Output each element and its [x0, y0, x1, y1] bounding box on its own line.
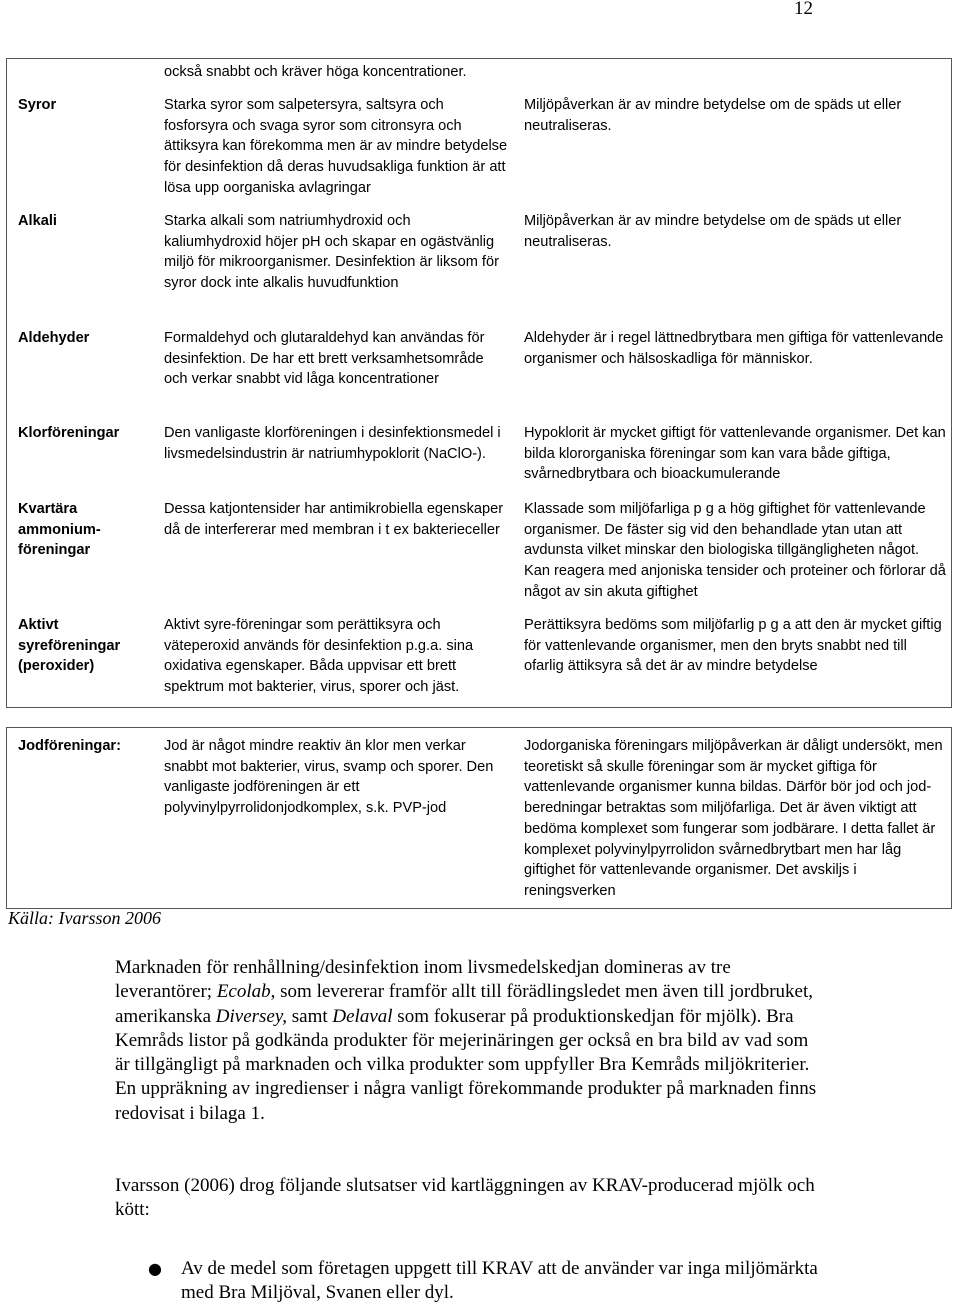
environmental-impact: Jodorganiska föreningars miljöpåverkan är dåligt undersökt, men teoretiskt så skulle föreningar som är mycket giftiga för vattenlevande organismer kunna bildas. Därför bör jod och jod-beredningar betraktas som miljöfarliga. Det är även viktigt att bedöma komplexet som fungerar som jodbärare. I detta fallet är komplexet polyvinylpyrrolidon svårnedbrytbart men har låg giftighet för vattenlevande organismer. Det avskiljs i reningsverken: [524, 738, 943, 899]
substance-name: Aktivt syreföreningar (peroxider): [18, 617, 121, 675]
company-name: Diversey,: [215, 1005, 287, 1027]
substance-description: Starka syror som salpetersyra, saltsyra och fosforsyra och svaga syror som citronsyra och ättiksyra kan förekomma men är av mindre betydelse för desinfektion då deras huvudsakliga funktion är att lösa upp oorganiska avlagringar: [164, 97, 508, 196]
source-caption: Källa: Ivarsson 2006: [8, 908, 161, 928]
environmental-impact: Hypoklorit är mycket giftigt för vattenlevande organismer. Det kan bilda klororganiska föreningar som kan vara både giftiga, svårnedbrytbara och bioackumulerande: [524, 425, 946, 483]
substance-description: Starka alkali som natriumhydroxid och kaliumhydroxid höjer pH och skapar en ogästvänlig miljö för mikroorganismer. Desinfektion är liksom för syror dock inte alkalis huvudfunktion: [164, 213, 499, 292]
environmental-impact: Perättiksyra bedöms som miljöfarlig p g a att den är mycket giftig för vattenlevande organismer, men den bryts snabbt ned till ofarlig ättiksyra så det är av mindre betydelse: [524, 617, 942, 675]
market-paragraph: [115, 956, 825, 1126]
substance-name: Kvartära ammonium-föreningar: [18, 501, 101, 559]
substance-name: Alkali: [18, 213, 57, 229]
environmental-impact: Miljöpåverkan är av mindre betydelse om de späds ut eller neutraliseras.: [524, 213, 902, 250]
substance-description: Dessa katjontensider har antimikrobiella egenskaper då de interfererar med membran i t ex bakterieceller: [164, 501, 504, 538]
environmental-impact: Klassade som miljöfarliga p g a hög giftighet för vattenlevande organismer. De fäster sig vid den behandlade ytan utan att avdunsta vilket minskar den biologiska tillgängligheten något. Kan reagera med anjoniska tensider och proteiner och förlorar då något av sin akuta giftighet: [524, 501, 946, 600]
substance-name: Jodföreningar:: [18, 738, 121, 754]
substance-name: Aldehyder: [18, 330, 90, 346]
substance-description: Den vanligaste klorföreningen i desinfektionsmedel i livsmedelsindustrin är natriumhypoklorit (NaClO-).: [164, 425, 501, 462]
conclusion-list: [115, 1257, 835, 1306]
disinfectant-table: [6, 58, 952, 708]
paragraph-text: som fokuserar på produktionskedjan för mjölk). Bra Kemråds listor på godkända produkter för mejerinäringen ger också en bra bild av vad som är tillgängligt på marknaden och vilka produkter som uppfyller Bra Kemråds miljökriterier. En uppräkning av ingredienser i några vanligt förekommande produkter på marknaden finns redovisat i bilaga 1.: [115, 1005, 817, 1124]
list-item: [115, 1257, 835, 1306]
substance-description: Aktivt syre-föreningar som perättiksyra och väteperoxid används för desinfektion p.g.a. sina oxidativa egenskaper. Båda uppvisar ett brett spektrum mot bakterier, virus, sporer och jäst.: [164, 617, 474, 696]
paragraph-text: Marknaden för renhållning/desinfektion inom livsmedelskedjan domineras av tre leverantörer;: [115, 957, 731, 1003]
substance-description: också snabbt och kräver höga koncentrationer.: [164, 64, 467, 80]
page-number: 12: [794, 0, 813, 19]
paragraph-text: samt: [287, 1005, 333, 1027]
list-item-text: Av de medel som företagen uppgett till KRAV att de använder var inga miljömärkta med Bra Miljöval, Svanen eller dyl.: [181, 1258, 818, 1304]
substance-name: Klorföreningar: [18, 425, 120, 441]
substance-description: Formaldehyd och glutaraldehyd kan användas för desinfektion. De har ett brett verksamhetsområde och verkar snabbt vid låga koncentrationer: [164, 330, 485, 388]
conclusion-intro: Ivarsson (2006) drog följande slutsatser vid kartläggningen av KRAV-producerad mjölk och kött:: [115, 1175, 815, 1221]
company-name: Delaval: [332, 1005, 393, 1027]
substance-name: Syror: [18, 97, 57, 113]
paragraph-text: , som levererar framför allt till förädlingsledet men även till jordbruket, amerikanska: [115, 981, 814, 1027]
bullet-icon: ●: [148, 1259, 162, 1278]
environmental-impact: Miljöpåverkan är av mindre betydelse om de späds ut eller neutraliseras.: [524, 97, 902, 134]
environmental-impact: Aldehyder är i regel lättnedbrytbara men giftiga för vattenlevande organismer och hälsoskadliga för människor.: [524, 330, 944, 367]
substance-description: Jod är något mindre reaktiv än klor men verkar snabbt mot bakterier, virus, svamp och sporer. Den vanligaste jodföreningen är ett polyvinylpyrrolidonjodkomplex, s.k. PVP-jod: [164, 738, 494, 817]
iodine-table: [6, 727, 952, 909]
company-name: Ecolab: [216, 981, 271, 1003]
